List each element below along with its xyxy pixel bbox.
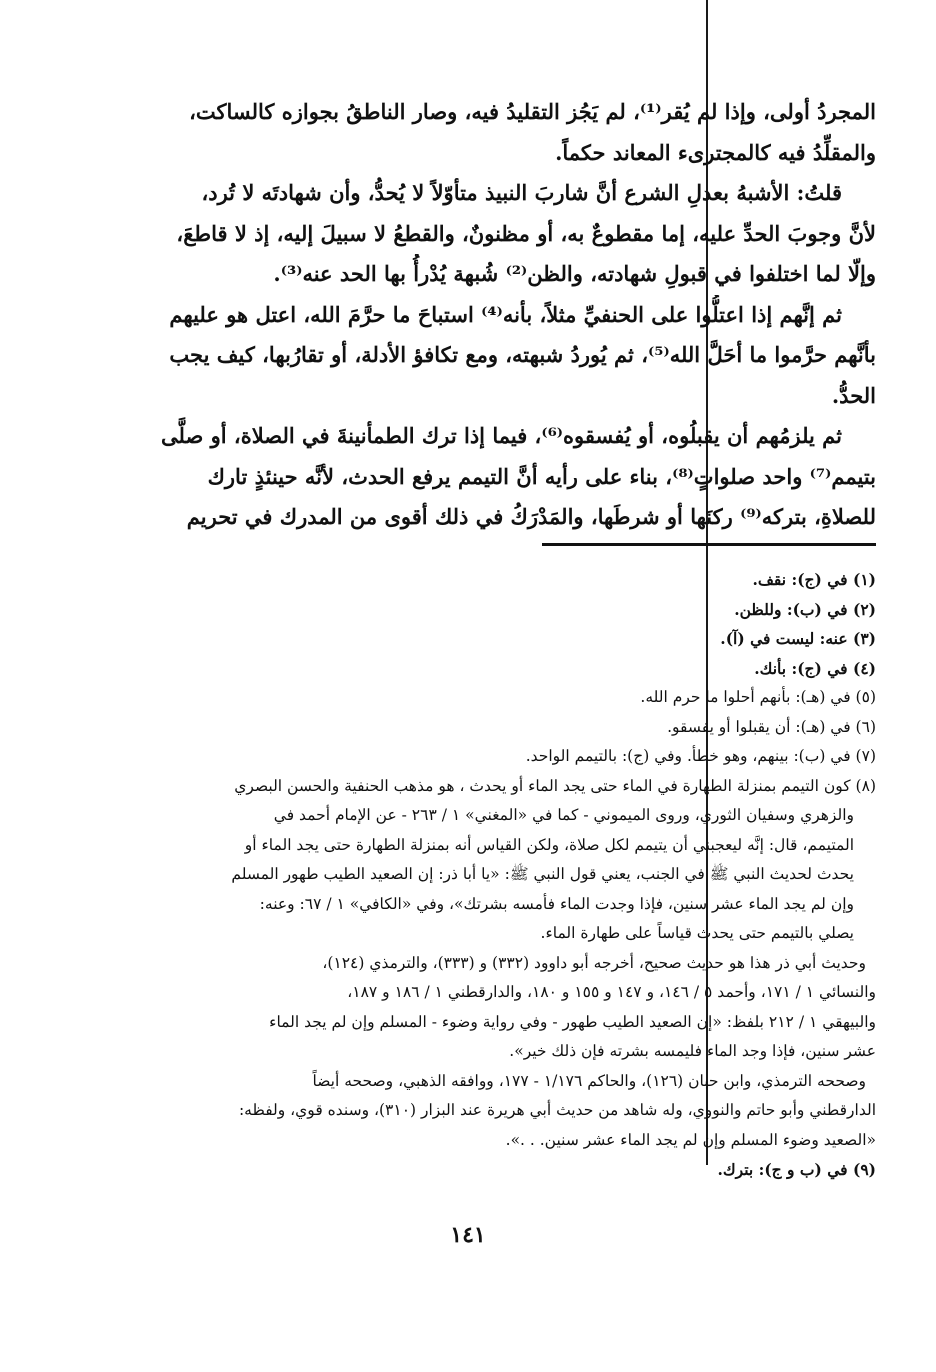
footnote: (٦) في (هـ): أن يقبلوا أو يفسقو.: [667, 717, 876, 736]
paragraph-start-line: ثم يلزمُهم أن يقبلُوه، أو يُفسقوه⁽⁶⁾، فيما إذا ترك الطمأنينةَ في الصلاة، أو صلَّى: [161, 423, 842, 448]
footnote: (٣) عنه: ليست في (آ).: [720, 629, 876, 648]
footnote: (٤) في (ج): بأنك.: [754, 658, 876, 678]
page-number: ١٤١: [450, 1222, 486, 1248]
main-line: الحدُّ.: [831, 382, 876, 408]
main-line: والمقلِّدُ فيه كالمجترىء المعاند حكماً.: [555, 139, 876, 165]
footnote-continuation: وحديث أبي ذر هذا هو حديث صحيح، أخرجه أبو داوود (٣٣٢) و (٣٣٣)، والترمذي (١٢٤)،: [322, 953, 866, 972]
main-line: بتيمم⁽⁷⁾ واحد صلواتٍ⁽⁸⁾، بناء على رأيه أنَّ التيمم يرفع الحدث، لأنَّه حينئذٍ تارك: [207, 463, 876, 489]
footnote-separator: [542, 543, 876, 546]
main-line: وإلّا لما اختلفوا في قبولِ شهادته، والظن⁽²⁾ شُبهة يُدْرأُ بها الحد عنه⁽³⁾.: [273, 261, 876, 286]
footnote-continuation: والنسائي ١ / ١٧١، وأحمد ٥ / ١٤٦، و ١٤٧ و ١٥٥ و ١٨٠، والدارقطني ١ / ١٨٦ و ١٨٧،: [347, 983, 876, 1001]
main-line: بأنَّهم حرَّموا ما أحَلَّ الله⁽⁵⁾، ثم يُوردُ شبهته، ومع تكافؤ الأدلة، أو تقارُبها، كيف يجب: [169, 342, 876, 367]
footnote: (١) في (ج): نقف.: [752, 570, 876, 589]
footnote: (٥) في (هـ): بأنهم أحلوا ما حرم الله.: [640, 688, 876, 706]
footnote-continuation: والبيهقي ١ / ٢١٢ بلفظ: «إن الصعيد الطيب طهور - وفي رواية وضوء - المسلم وإن لم يجد الماء: [269, 1012, 876, 1031]
footnote-continuation: المتيمم، قال: إنَّه ليعجبني أن يتيمم لكل صلاة، ولكن القياس أنه بمنزلة الطهارة حتى يجد الماء أو: [244, 835, 854, 854]
footnote-continuation: والزهري وسفيان الثوري، وروى الميموني - كما في «المغني» ١ / ٢٦٣ - عن الإمام أحمد في: [273, 806, 854, 824]
footnote-continuation: الدارقطني وأبو حاتم والنووي، وله شاهد من حديث أبي هريرة عند البزار (٣١٠)، وسنده قوي، ولفظه:: [238, 1101, 876, 1119]
footnote-continuation: يحدث لحديث النبي ﷺ في الجنب، يعني قول النبي ﷺ: «يا أبا ذر: إن الصعيد الطيب طهور المسلم: [231, 865, 854, 883]
footnote: (٧) في (ب): بينهم، وهو خطأ. وفي (ج): بالتيمم الواحد.: [525, 747, 876, 765]
paragraph-start-line: ثم إنَّهم إذا اعتلُّوا على الحنفيِّ مثلاً، بأنه⁽⁴⁾ استباحَ ما حرَّمَ الله، اعتل هو عليهم: [169, 301, 842, 327]
main-line: المجردُ أولى، وإذا لم يُقر⁽¹⁾، لم يَجُز التقليدُ فيه، وصار الناطقُ بجوازه كالساكت،: [189, 99, 876, 124]
main-text-block: [150, 92, 876, 538]
main-line: للصلاةِ، بتركه⁽⁹⁾ ركنَها أو شرطَها، والمَدْرَكُ في ذلك أقوى من المدرك في تحريم: [186, 504, 876, 529]
footnote: (٨) كون التيمم بمنزلة الطهارة في الماء حتى يجد الماء أو يحدث ، هو مذهب الحنفية والحسن البصري: [234, 776, 876, 795]
footnote-continuation: يصلي بالتيمم حتى يحدث قياساً على طهارة الماء.: [540, 924, 854, 942]
footnote-continuation: وإن لم يجد الماء عشر سنين، فإذا وجدت الماء فأمسه بشرتك»، وفي «الكافي» ١ / ٦٧: وعنه:: [259, 894, 854, 913]
footnotes-block: [156, 565, 876, 1185]
footnote-continuation: وصححه الترمذي، وابن حبان (١٢٦)، والحاكم ١/١٧٦ - ١٧٧، ووافقه الذهبي، وصححه أيضاً: [312, 1071, 866, 1090]
footnote: (٩) في (ب و ج): بترك.: [717, 1160, 876, 1179]
paragraph-start-line: قلتُ: الأشبهُ بعدلِ الشرع أنَّ شاربَ النبيذ متأوّلاً لا يُحدُّ، وأن شهادتَه لا تُرد،: [201, 180, 842, 205]
footnote-continuation: «الصعيد وضوء المسلم وإن لم يجد الماء عشر سنين. . .».: [505, 1130, 876, 1149]
main-line: لأنَّ وجوبَ الحدِّ عليه، إما مقطوعٌ به، أو مظنونٌ، والقطعُ لا سبيلَ إليه، إذ لا قاطعَ،: [176, 220, 876, 246]
footnote-continuation: عشر سنين، فإذا وجد الماء فليمسه بشرته فإن ذلك خير».: [509, 1042, 876, 1060]
footnote: (٢) في (ب): وللظن.: [734, 599, 876, 619]
